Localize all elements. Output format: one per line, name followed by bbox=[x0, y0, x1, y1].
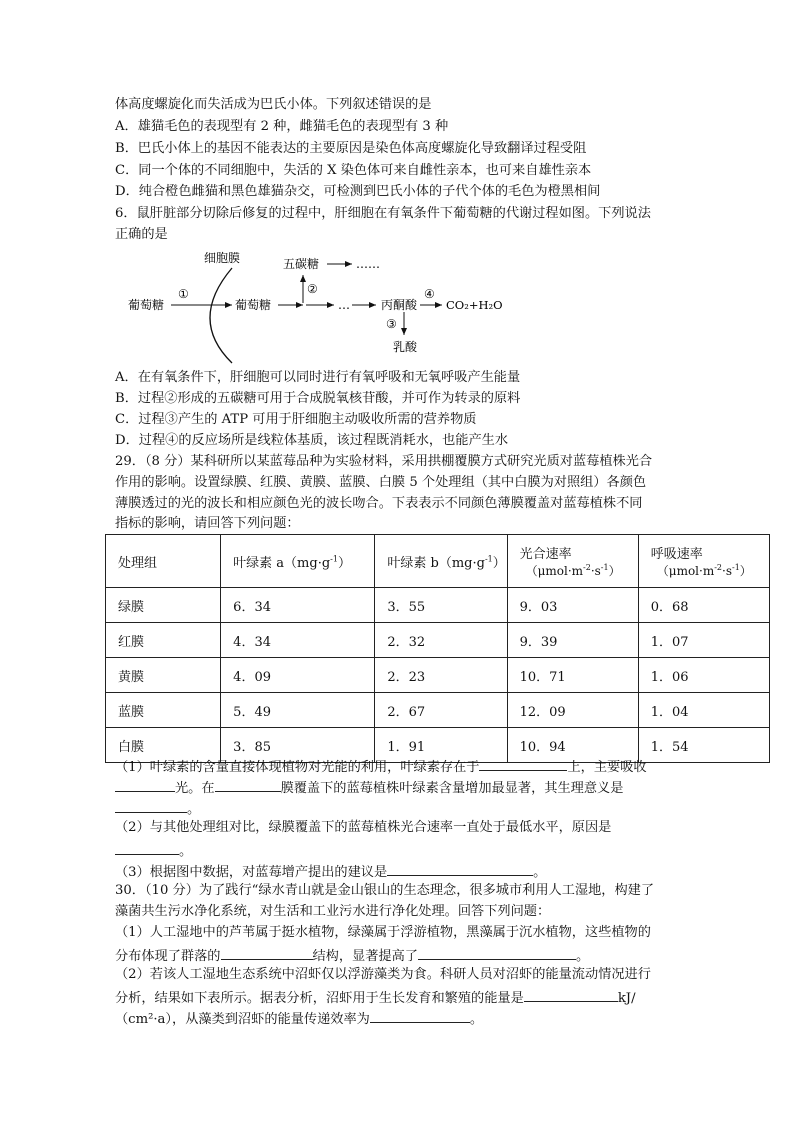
answer-blank[interactable] bbox=[524, 987, 618, 1002]
header-chl-b: 叶绿素 $b(mg\cdot g^{-1})$ bbox=[375, 535, 507, 588]
q5-option-a: A．雄猫毛色的表现型有 2 种，雌猫毛色的表现型有 3 种 bbox=[115, 119, 449, 134]
cell-photo-rate: 10．94 bbox=[507, 728, 638, 763]
cell-group: 绿膜 bbox=[106, 588, 221, 623]
pentose-label: 五碳糖 bbox=[283, 257, 320, 271]
cell-group: 白膜 bbox=[106, 728, 221, 763]
cell-chl-a: 4．34 bbox=[221, 623, 375, 658]
answer-blank[interactable] bbox=[387, 861, 533, 876]
pyruvate-label: 丙酮酸 bbox=[381, 298, 418, 312]
q29-stem-line3: 薄膜透过的光的波长和相应颜色光的波长吻合。下表表示不同颜色薄膜覆盖对蓝莓植株不同 bbox=[115, 496, 643, 511]
film-effect-table bbox=[105, 534, 770, 763]
cell-chl-b: 1．91 bbox=[375, 728, 507, 763]
q5-option-b: B．巴氏小体上的基因不能表达的主要原因是染色体高度螺旋化导致翻译过程受阻 bbox=[115, 141, 587, 156]
q6-option-a: A．在有氧条件下，肝细胞可以同时进行有氧呼吸和无氧呼吸产生能量 bbox=[115, 370, 521, 385]
cell-chl-a: 3．85 bbox=[221, 728, 375, 763]
answer-blank[interactable] bbox=[370, 1008, 470, 1023]
header-chl-a: 叶绿素 $a(mg\cdot g^{-1})$ bbox=[221, 535, 375, 588]
cell-chl-a: 5．49 bbox=[221, 693, 375, 728]
q29-sub1-line3: 。 bbox=[115, 798, 200, 819]
q30-stem-line1: 30．（10 分）为了践行“绿水青山就是金山银山的生态理念，很多城市利用人工湿地，构建了 bbox=[115, 883, 655, 898]
q29-stem-line4: 指标的影响，请回答下列问题： bbox=[115, 516, 300, 531]
glucose-inside: 葡萄糖 bbox=[235, 298, 272, 312]
answer-blank[interactable] bbox=[479, 756, 567, 771]
cell-photo-rate: 9．03 bbox=[507, 588, 638, 623]
q30-sub2-line2: 分析，结果如下表所示。据表分析，沼虾用于生长发育和繁殖的能量是 kJ/ bbox=[115, 987, 636, 1008]
header-resp-rate: 呼吸速率 $(\mu mol\cdot m^{-2}\cdot s^{-1})$ bbox=[638, 535, 769, 588]
q30-sub1-line2: 分布体现了群落的 结构，显著提高了 。 bbox=[115, 945, 589, 966]
products-label: CO₂+H₂O bbox=[446, 298, 503, 312]
middle-dots: … bbox=[338, 298, 350, 312]
step3-label: ③ bbox=[386, 317, 397, 331]
answer-blank[interactable] bbox=[115, 777, 175, 792]
table-row bbox=[106, 658, 770, 693]
step1-label: ① bbox=[178, 287, 189, 301]
q6-option-c: C．过程③产生的 ATP 可用于肝细胞主动吸收所需的营养物质 bbox=[115, 412, 477, 427]
cell-resp-rate: 1．07 bbox=[638, 623, 769, 658]
cell-chl-b: 2．32 bbox=[375, 623, 507, 658]
cell-resp-rate: 1．06 bbox=[638, 658, 769, 693]
cell-membrane-label: 细胞膜 bbox=[204, 251, 241, 265]
q29-sub1-line2: 光。在 膜覆盖下的蓝莓植株叶绿素含量增加最显著，其生理意义是 bbox=[115, 777, 623, 798]
q5-option-c: C．同一个体的不同细胞中，失活的 X 染色体可来自雌性亲本，也可来自雄性亲本 bbox=[115, 163, 592, 178]
pentose-dots: …… bbox=[356, 257, 380, 271]
q30-sub1-line1: （1）人工湿地中的芦苇属于挺水植物，绿藻属于浮游植物，黑藻属于沉水植物，这些植物的 bbox=[115, 925, 651, 940]
q29-stem-line2: 作用的影响。设置绿膜、红膜、黄膜、蓝膜、白膜 5 个处理组（其中白膜为对照组）各颜色 bbox=[115, 475, 647, 490]
q30-sub2-line3: （cm²·a），从藻类到沼虾的能量传递效率为 。 bbox=[115, 1008, 483, 1029]
cell-chl-b: 3．55 bbox=[375, 588, 507, 623]
cell-group: 红膜 bbox=[106, 623, 221, 658]
cell-resp-rate: 1．54 bbox=[638, 728, 769, 763]
cell-resp-rate: 0．68 bbox=[638, 588, 769, 623]
cell-photo-rate: 12．09 bbox=[507, 693, 638, 728]
cell-group: 蓝膜 bbox=[106, 693, 221, 728]
header-group: 处理组 bbox=[106, 535, 221, 588]
cell-membrane-curve bbox=[210, 268, 232, 363]
q6-stem-line2: 正确的是 bbox=[115, 227, 168, 242]
q30-stem-line2: 藻菌共生污水净化系统，对生活和工业污水进行净化处理。回答下列问题： bbox=[115, 904, 551, 919]
cell-group: 黄膜 bbox=[106, 658, 221, 693]
q29-sub1-line1: （1）叶绿素的含量直接体现植物对光能的利用，叶绿素存在于 上，主要吸收 bbox=[115, 756, 647, 777]
q6-option-b: B．过程②形成的五碳糖可用于合成脱氧核苷酸，并可作为转录的原料 bbox=[115, 391, 521, 406]
step4-label: ④ bbox=[424, 287, 435, 301]
table-row bbox=[106, 588, 770, 623]
answer-blank[interactable] bbox=[221, 945, 313, 960]
q29-stem-line1: 29．（8 分）某科研所以某蓝莓品种为实验材料，采用拱棚覆膜方式研究光质对蓝莓植株光合 bbox=[115, 454, 653, 469]
lactate-label: 乳酸 bbox=[393, 340, 418, 354]
glucose-outside: 葡萄糖 bbox=[128, 298, 165, 312]
metabolism-diagram bbox=[0, 245, 794, 365]
answer-blank[interactable] bbox=[115, 798, 187, 813]
q29-sub2-line1: （2）与其他处理组对比，绿膜覆盖下的蓝莓植株光合速率一直处于最低水平，原因是 bbox=[115, 820, 612, 835]
cell-chl-b: 2．67 bbox=[375, 693, 507, 728]
cell-chl-a: 4．09 bbox=[221, 658, 375, 693]
cell-photo-rate: 9．39 bbox=[507, 623, 638, 658]
q5-option-d: D．纯合橙色雌猫和黑色雄猫杂交，可检测到巴氏小体的子代个体的毛色为橙黑相间 bbox=[115, 184, 601, 199]
answer-blank[interactable] bbox=[115, 840, 179, 855]
q6-stem-line1: 6．鼠肝脏部分切除后修复的过程中，肝细胞在有氧条件下葡萄糖的代谢过程如图。下列说法 bbox=[115, 206, 651, 221]
step2-label: ② bbox=[307, 282, 318, 296]
table-row bbox=[106, 623, 770, 658]
answer-blank[interactable] bbox=[215, 777, 281, 792]
q29-sub3: （3）根据图中数据，对蓝莓增产提出的建议是 。 bbox=[115, 861, 546, 882]
cell-chl-b: 2．23 bbox=[375, 658, 507, 693]
table-row bbox=[106, 693, 770, 728]
table-header-row bbox=[106, 535, 770, 588]
q29-sub2-line2: 。 bbox=[115, 840, 192, 861]
q5-intro: 体高度螺旋化而失活成为巴氏小体。下列叙述错误的是 bbox=[115, 97, 432, 112]
q30-sub2-line1: （2）若该人工湿地生态系统中沼虾仅以浮游藻类为食。科研人员对沼虾的能量流动情况进行 bbox=[115, 967, 651, 982]
answer-blank[interactable] bbox=[418, 945, 576, 960]
cell-chl-a: 6．34 bbox=[221, 588, 375, 623]
header-photo-rate: 光合速率 $(\mu mol\cdot m^{-2}\cdot s^{-1})$ bbox=[507, 535, 638, 588]
cell-resp-rate: 1．04 bbox=[638, 693, 769, 728]
q6-option-d: D．过程④的反应场所是线粒体基质，该过程既消耗水，也能产生水 bbox=[115, 433, 509, 448]
cell-photo-rate: 10．71 bbox=[507, 658, 638, 693]
